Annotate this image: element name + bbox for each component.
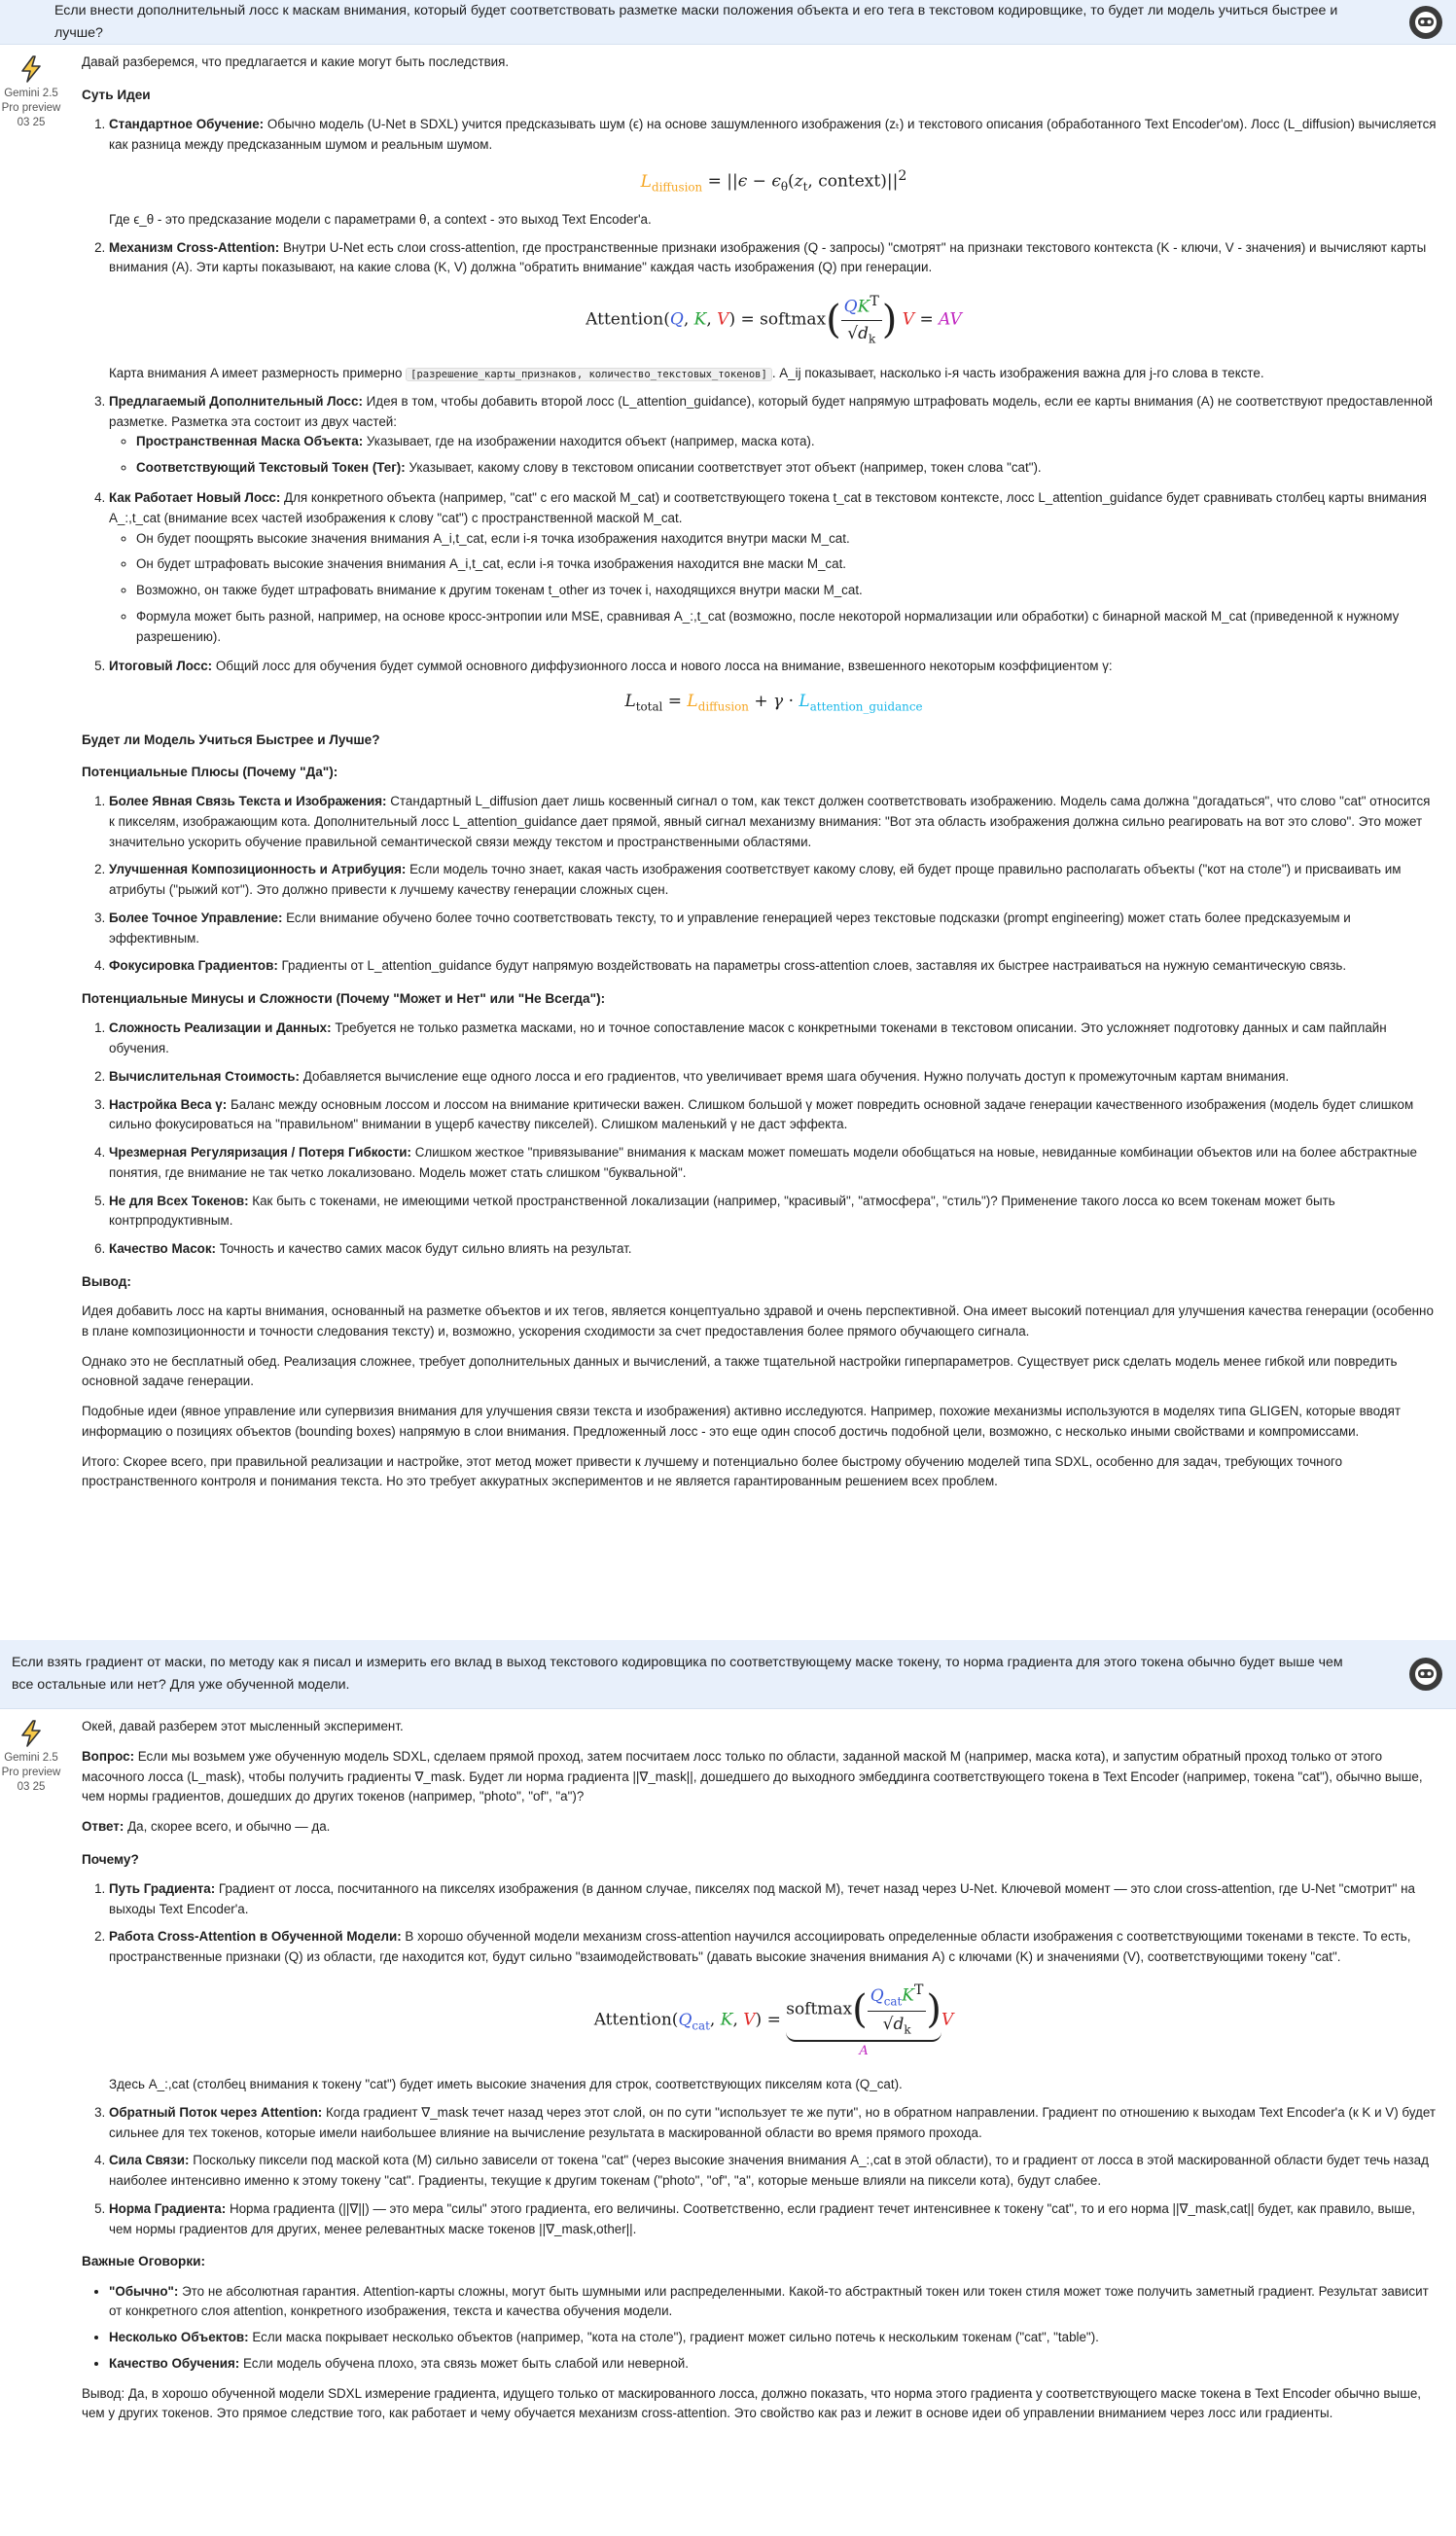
paragraph: Однако это не бесплатный обед. Реализация сложнее, требует дополнительных данных и вычислений, а также тщательной настройки гиперпараметров. Существует риск сделать модель менее гибкой или повредить основной задаче генерации.	[82, 1353, 1398, 1389]
heading-pros: Потенциальные Плюсы (Почему "Да"):	[82, 765, 338, 780]
list-item: ◦ Пространственная Маска Объекта: Указывает, где на изображении находится объект (например, маска кота).	[136, 432, 1438, 452]
heading-faster: Будет ли Модель Учиться Быстрее и Лучше?	[82, 732, 380, 747]
code-span: [разрешение_карты_признаков, количество_текстовых_токенов]	[406, 368, 772, 381]
question-restated: Вопрос: Если мы возьмем уже обученную модель SDXL, сделаем прямой проход, затем посчитаем лосс только по области, заданной маской M (например, маска кота), и запустим обратный проход только от этого масочного лосса (L_mask), чтобы получить градиенты ∇_mask. Будет ли норма градиента ||∇_mask||, дошедшего до выходного эмбеддинга соответствующего токена в Text Encoder (например, токена "cat"), обычно выше, чем нормы градиентов, дошедших до других токенов (например, "photo", "of", "a")?	[82, 1748, 1423, 1804]
list-item: 2. Вычислительная Стоимость: Добавляется вычисление еще одного лосса и его градиентов, что увеличивает время шага обучения. Нужно получать доступ к промежуточным картам внимания.	[109, 1067, 1438, 1088]
list-item: • Несколько Объектов: Если маска покрывает несколько объектов (например, "кота на столе"), градиент может сильно потечь к нескольким токенам ("cat", "table").	[109, 2328, 1438, 2348]
model-response-1	[0, 45, 1456, 1640]
heading-caveats: Важные Оговорки:	[82, 2254, 206, 2269]
heading-essence: Суть Идеи	[82, 87, 151, 102]
intro: Окей, давай разберем этот мысленный эксперимент.	[82, 1719, 404, 1733]
user-message-text: Если внести дополнительный лосс к маскам внимания, который будет соответствовать разметке маски положения объекта и его тега в текстовом кодировщике, то будет ли модель учиться быстрее и лучше?	[54, 2, 1338, 41]
pros-list	[82, 792, 1438, 977]
list-item: ◦ Формула может быть разной, например, на основе кросс-энтропии или MSE, сравнивая A_:,t_cat (возможно, после некоторой нормализации или обработки) с бинарной маской M_cat (приведенной к нужному разрешению).	[136, 607, 1438, 648]
heading-cons: Потенциальные Минусы и Сложности (Почему "Может и Нет" или "Не Всегда"):	[82, 991, 606, 1007]
user-message-2	[0, 1640, 1456, 1709]
list-item: • Качество Обучения: Если модель обучена плохо, эта связь может быть слабой или неверной.	[109, 2354, 1438, 2375]
short-answer: Ответ: Да, скорее всего, и обычно — да.	[82, 1819, 331, 1835]
list-item: ◦ Соответствующий Текстовый Токен (Тег): Указывает, какому слову в текстовом описании соответствует этот объект (например, токен слова "cat").	[136, 458, 1438, 479]
list-item: 2. Улучшенная Композиционность и Атрибуция: Если модель точно знает, какая часть изображения соответствует какому слову, ей будет проще правильно располагать объекты ("кот на столе") и присваивать им атрибуты ("рыжий кот"). Это должно привести к лучшему качеству генерации сложных сцен.	[109, 860, 1438, 901]
list-item: ◦ Возможно, он также будет штрафовать внимание к другим токенам t_other из точек i, находящихся внутри маски M_cat.	[136, 581, 1438, 601]
user-message-text: Если взять градиент от маски, по методу как я писал и измерить его вклад в выход текстового кодировщика по соответствующему маске токену, то норма градиента для этого токена обычно будет выше чем все остальные или нет? Для уже обученной модели.	[12, 1655, 1343, 1693]
list-item: 3. Предлагаемый Дополнительный Лосс: Идея в том, чтобы добавить второй лосс (L_attention_guidance), который будет напрямую штрафовать модель, если ее карты внимания (A) не соответствуют предоставленной разметке. Разметка эта состоит из двух частей: ◦ Пространственная Маска Объекта: Указывает, где на изображении находится объект (например, маска кота). ◦ Соответствующий Текстовый Токен (Тег): Указывает, какому слову в текстовом описании соответствует этот объект (например, токен слова "cat").	[109, 392, 1438, 479]
cons-list	[82, 1018, 1438, 1260]
equation-attention: Attention(Q, K, V) = softmax( $\frac{QK^T}{√d_k}$ ) V = AV	[586, 294, 962, 346]
paragraph: Итого: Скорее всего, при правильной реализации и настройке, этот метод может привести к лучшему и потенциально более быстрому обучению моделей типа SDXL, особенно для задач, требующих точного пространственного контроля и понимания текста. Но это требует аккуратных экспериментов и не является гарантированным решением всех проблем.	[82, 1453, 1343, 1489]
list-item: 5. Итоговый Лосс: Общий лосс для обучения будет суммой основного диффузионного лосса и нового лосса на внимание, взвешенного некоторым коэффициентом γ: $L_{total} = L_{diffusion} + \gamma \cdot L_{attention\_guidance}$	[109, 657, 1438, 716]
list-item: 5. Не для Всех Токенов: Как быть с токенами, не имеющими четкой пространственной локализации (например, "красивый", "атмосфера", "стиль")? Применение такого лосса ко всем токенам может быть контрпродуктивным.	[109, 1192, 1438, 1232]
list-item: 2. Работа Cross-Attention в Обученной Модели: В хорошо обученной модели механизм cross-attention научился ассоциировать определенные области изображения с соответствующими токенами в тексте. То есть, пространственные признаки (Q) из области, где находится кот, будут сильно "взаимодействовать" (давать высокие значения внимания A) с ключами (K) и значениями (V), соответствующими токену "cat". $Attention(Q_{cat}$, K, V) = softmax( $\frac{Q_{cat}K^T}{√d_k}$ ) A V Здесь A_:,cat (столбец внимания к токену "cat") будет иметь высокие значения для строк, соответствующих пикселям кота (Q_cat).	[109, 1927, 1438, 2094]
equation-total-loss: $L_{total} = L_{diffusion} + \gamma \cdot L_{attention\_guidance}$	[624, 692, 923, 714]
list-item: 5. Норма Градиента: Норма градиента (||∇||) — это мера "силы" этого градиента, его величины. Соответственно, если градиент течет интенсивнее к токену "cat", то и его норма ||∇_mask,cat|| будет, как правило, выше, чем нормы градиентов для других, менее релевантных маске токенов ||∇_mask,other||.	[109, 2199, 1438, 2240]
list-item: ◦ Он будет штрафовать высокие значения внимания A_i,t_cat, если i-я точка изображения находится вне маски M_cat.	[136, 554, 1438, 575]
list-item: 4. Как Работает Новый Лосс: Для конкретного объекта (например, "cat" с его маской M_cat) и соответствующего токена t_cat в текстовом контексте, лосс L_attention_guidance будет сравнивать столбец карты внимания A_:,t_cat (внимание всех частей изображения к слову "cat") с пространственной маской M_cat. ◦ Он будет поощрять высокие значения внимания A_i,t_cat, если i-я точка изображения находится внутри маски M_cat. ◦ Он будет штрафовать высокие значения внимания A_i,t_cat, если i-я точка изображения находится вне маски M_cat. ◦ Возможно, он также будет штрафовать внимание к другим токенам t_other из точек i, находящихся внутри маски M_cat. ◦ Формула может быть разной, например, на основе кросс-энтропии или MSE, сравнивая A_:,t_cat (возможно, после некоторой нормализации или обработки) с бинарной маской M_cat (приведенной к нужному разрешению).	[109, 488, 1438, 647]
model-response-2	[0, 1709, 1456, 2444]
model-badge: Gemini 2.5 Pro preview 03 25	[0, 54, 62, 130]
list-item: 1. Стандартное Обучение: Обычно модель (U-Net в SDXL) учится предсказывать шум (ϵ) на основе зашумленного изображения (zₜ) и текстового описания (обработанного Text Encoder'ом). Лосс (L_diffusion) вычисляется как разница между предсказанным шумом и реальным шумом. $L_{diffusion} = ||\epsilon - \epsilon_\theta(z_t$, $context)||^2$ Где ϵ_θ - это предсказание модели с параметрами θ, а context - это выход Text Encoder'а.	[109, 115, 1438, 231]
list-item: 3. Обратный Поток через Attention: Когда градиент ∇_mask течет назад через этот слой, он по сути "использует те же пути", но в обратном направлении. Градиент по отношению к выходам Text Encoder'а (к K и V) будет сильнее для тех токенов, которые имели наибольшее влияние на вычисление результата в маскированной области во время прямого прохода.	[109, 2103, 1438, 2144]
user-message-1	[0, 0, 1456, 45]
intro: Давай разберемся, что предлагается и какие могут быть последствия.	[82, 54, 510, 69]
list-item: 1. Путь Градиента: Градиент от лосса, посчитанного на пикселях изображения (в данном случае, пикселях под маской M), течет назад через U-Net. Ключевой момент — это слои cross-attention, где U-Net "смотрит" на выходы Text Encoder'а.	[109, 1879, 1438, 1920]
equation-diffusion-loss: $L_{diffusion} = ||\epsilon - \epsilon_\theta(z_t$, $context)||^2$	[640, 168, 907, 195]
list-item: • "Обычно": Это не абсолютная гарантия. Attention-карты сложны, могут быть шумными или распределенными. Какой-то абстрактный токен или токен стиля может тоже получить заметный градиент. Результат зависит от конкретного слоя attention, конкретного изображения, текста и качества обучения модели.	[109, 2282, 1438, 2323]
paragraph: Подобные идеи (явное управление или супервизия внимания для улучшения связи текста и изображения) активно исследуются. Например, похожие механизмы используются в моделях типа GLIGEN, которые вводят информацию о позициях объектов (bounding boxes) напрямую в слои внимания. Предложенный лосс - это еще один способ достичь подобной цели, возможно, с несколько иными свойствами и компромиссами.	[82, 1404, 1401, 1439]
final-conclusion: Вывод: Да, в хорошо обученной модели SDXL измерение градиента, идущего только от маскированного лосса, должно показать, что норма этого градиента у соответствующего маске токена в Text Encoder обычно выше, чем у других токенов. Это прямое следствие того, как работает и чему обучается механизм cross-attention. Это свойство как раз и лежит в основе идеи об управлении вниманием через лосс или градиенты.	[82, 2385, 1422, 2421]
list-item: 4. Фокусировка Градиентов: Градиенты от L_attention_guidance будут напрямую воздействовать на параметры cross-attention слоев, заставляя их быстрее настраиваться на нужную семантическую связь.	[109, 956, 1438, 977]
list-item: ◦ Он будет поощрять высокие значения внимания A_i,t_cat, если i-я точка изображения находится внутри маски M_cat.	[136, 529, 1438, 550]
caveats-list	[82, 2282, 1438, 2375]
user-avatar-icon	[1409, 1658, 1442, 1691]
list-item: 4. Чрезмерная Регуляризация / Потеря Гибкости: Слишком жесткое "привязывание" внимания к маскам может помешать модели обобщаться на новые, невиданные комбинации объектов или на более абстрактные понятия, где внимание не так четко локализовано. Модель может стать слишком "буквальной".	[109, 1143, 1438, 1184]
paragraph: Идея добавить лосс на карты внимания, основанный на разметке объектов и их тегов, является концептуально здравой и очень перспективной. Она имеет высокий потенциал для улучшения качества генерации (особенно в плане композиционности и точности следования тексту) и, возможно, ускорения сходимости за счет предоставления более прямого обучающего сигнала.	[82, 1303, 1434, 1339]
model-badge: Gemini 2.5 Pro preview 03 25	[0, 1719, 62, 1795]
list-item: 1. Более Явная Связь Текста и Изображения: Стандартный L_diffusion дает лишь косвенный сигнал о том, как текст должен соответствовать изображению. Модель сама должна "догадаться", что слово "cat" относится к пикселям, изображающим кота. Дополнительный лосс L_attention_guidance дает прямой, явный сигнал механизму внимания: "Вот эта область изображения должна сильно реагировать на вот это слово". Это может значительно ускорить обучение правильной семантической связи между текстом и пространственными областями.	[109, 792, 1438, 852]
list-item: 1. Сложность Реализации и Данных: Требуется не только разметка масками, но и точное сопоставление масок с конкретными токенами в текстовом описании. Это усложняет подготовку данных и сам пайплайн обучения.	[109, 1018, 1438, 1059]
list-item: 6. Качество Масок: Точность и качество самих масок будут сильно влиять на результат.	[109, 1239, 1438, 1260]
user-avatar-icon	[1409, 6, 1442, 39]
list-item: 2. Механизм Cross-Attention: Внутри U-Net есть слои cross-attention, где пространственные признаки изображения (Q - запросы) "смотрят" на признаки текстового контекста (K - ключи, V - значения) и вычисляют карты внимания (A). Эти карты показывают, на какие слова (K, V) должна "обратить внимание" каждая часть изображения (Q) при генерации. Attention(Q, K, V) = softmax( $\frac{QK^T}{√d_k}$ ) V = AV Карта внимания A имеет размерность примерно [разрешение_карты_признаков, количество_текстовых_токенов] . A_ij показывает, насколько i-я часть изображения важна для j-го слова в тексте.	[109, 238, 1438, 384]
heading-why: Почему?	[82, 1851, 139, 1867]
list-item: 3. Настройка Веса γ: Баланс между основным лоссом и лоссом на внимание критически важен. Слишком большой γ может повредить основной задаче генерации качественного изображения (модель будет слишком сильно фокусироваться на "правильном" внимании в ущерб качеству пикселей). Слишком маленький γ не даст эффекта.	[109, 1095, 1438, 1136]
list-item: 4. Сила Связи: Поскольку пиксели под маской кота (M) сильно зависели от токена "cat" (через высокие значения внимания A_:,cat в этой области), то и градиент от лосса в этой маскированной области будет течь назад наиболее интенсивно именно к этому токену "cat". Градиенты, текущие к другим токенам ("photo", "of", "a", которые меньше влияли на пиксели кота), будут слабее.	[109, 2151, 1438, 2192]
why-list	[82, 1879, 1438, 2240]
equation-attention-cat: $Attention(Q_{cat}$, K, V) = softmax( $\frac{Q_{cat}K^T}{√d_k}$ ) A V	[109, 1980, 1438, 2061]
list-item: 3. Более Точное Управление: Если внимание обучено более точно соответствовать тексту, то и управление генерацией через текстовые подсказки (prompt engineering) может стать более предсказуемым и эффективным.	[109, 909, 1438, 949]
essence-list	[82, 115, 1438, 716]
lightning-bolt-icon	[17, 1719, 46, 1748]
heading-conclusion: Вывод:	[82, 1273, 131, 1289]
lightning-bolt-icon	[17, 54, 46, 84]
